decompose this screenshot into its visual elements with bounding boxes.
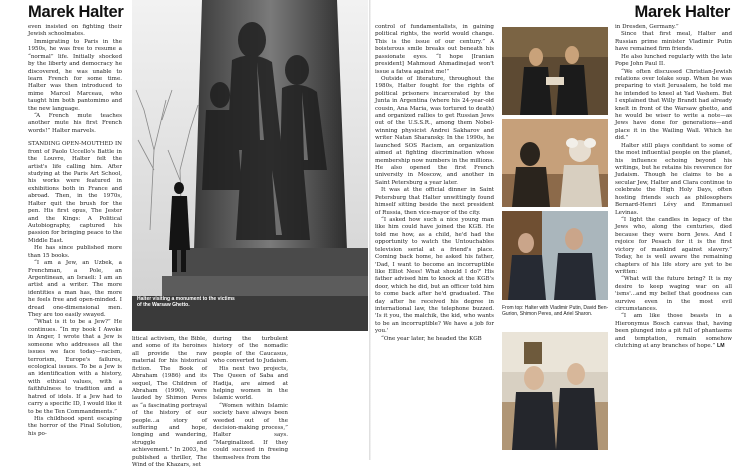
- putin-meeting-illustration: [502, 27, 608, 115]
- text-column-right-2: [615, 24, 732, 456]
- paragraph: Immigrating to Paris in the 1950s, he was free to resume a “normal” life. Initially shocked by the liberty and democracy he discovered, he was unable to learn French for some time. Halter was then introduced to mime Marcel Marceau, who taught him both pantomimo and the new language.: [28, 38, 122, 112]
- paragraph: “One year later, he headed the KGB: [381, 335, 482, 342]
- photo-ben-gurion: [502, 119, 608, 207]
- end-of-article-mark: LM: [717, 343, 725, 350]
- ariel-sharon-illustration: [502, 332, 608, 450]
- paragraph: “We often discussed Christian-Jewish relations over lolake soup. When he was preparing to visit Jerusalem, he told me he intended to kneel at Yad Vashem. But I explained that Willy Brandt had already knelt in front of the Warsaw ghetto, and he would be wiser to write a note—as Jews have done for generations—and place it in the Wailing Wall. Which he did.”: [615, 68, 732, 142]
- paragraph: His next two projects, The Queen of Saba and Hadija, are aimed at helping women in the Islamic world.: [213, 365, 288, 402]
- paragraph: during the turbulent history of the nomadic people of the Caucasus, who converted to Judaism.: [213, 336, 288, 365]
- paragraph: “I am a Jew, an Uzbek, a Frenchman, a Pole, an Argentinean, an Israeli: I am an artist and a writer. The more identities a man has, the more he feels free and open-minded. I dread one-dimensional men. They are too easily swayed.: [28, 260, 122, 319]
- paragraph: in Dresden, Germany.”: [615, 24, 679, 30]
- photo-ariel-sharon: [502, 332, 608, 450]
- paragraph: “What will the future bring? It is my desire to keep waging war on all 'isms'...and my belief that goodness can survive even in the most evil circumstances.: [615, 276, 732, 313]
- paragraph: Halter still plays confidant to some of the most influential people on the planet, his influence echoing beyond his writings, but he retains his reverence for Judaism. Though he claims to be a secular Jew, Halter and Clara continue to celebrate the High Holy Days, often hosting friends such as philosophers Bernard-Henri Lévy and Emmanuel Levinas.: [615, 142, 732, 216]
- running-head-right: Marek Halter: [634, 3, 730, 21]
- paragraph: His childhood spent escaping the horror of the Final Solution, his po-: [28, 415, 122, 437]
- paragraph: “I light the candles in legacy of the Jews who, along the centuries, died because they were born Jews. And I rejoice for Pesach for it is the first victory of mankind against slavery.” Today, he is well aware the remaining chapters of his life story are yet to be written:: [615, 216, 732, 275]
- paragraph: litical activism, the Bible, and some of its heroines all provide the raw material for his historical fiction. The Book of Abraham (1986) and its sequel, The Children of Abraham (1990), were lauded by Shimon Peres as “a fascinating portrayal of the history of our people...a story of suffering and hope, longing and wandering, struggle and achievement.” In 2003, he published a thriller, The Wind of the Khazars, set: [132, 336, 207, 469]
- paragraph: “What is it to be a Jew?” He continues. “In my book I Awoke in Anger, I wrote that a Jew is someone who addresses all the issues we face today—racism, terrorism, Europe's failures, ecological issues. To be a Jew is an identification with a history, with ethical values, with a faithfulness to tradition and a hatred of idols. If a Jew had to carry a specific ID, I would like it to be the Ten Commandments.”: [28, 319, 122, 415]
- ben-gurion-illustration: [502, 119, 608, 207]
- main-photo-caption: Halter visiting a monument to the victims of the Warsaw Ghetto.: [137, 296, 235, 309]
- paragraph: It was at the official dinner in Saint Petersburg that Halter unwittingly found himself sitting beside the next president of Russia, then vice-mayor of the city.: [375, 187, 494, 216]
- paragraph: Outside of literature, throughout the 1980s, Halter fought for the rights of political prisoners incarcerated by the Junta in Argentina (where his 24-year-old cousin, Ana Maria, was tortured to death) and organized rallies to get Russian Jews out of the U.S.S.R., among them Nobel-winning physicist Andrei Sakharov and writer Natan Sharansky. In the 1990s, he launched SOS Racism, an organization aimed at fighting discrimination whose membership now numbers in the millions. He also opened the first French university in Moscow, and another in Saint Petersburg a year later.: [375, 75, 494, 186]
- text-column-right-1: [375, 24, 494, 456]
- paragraph: “Women within Islamic society have always been weeded out of the decision-making process,” Halter says. “Marginalized. If they could succeed in freeing themselves from the: [213, 402, 288, 461]
- paragraph: He also lunched regularly with the late Pope John Paul II.: [615, 53, 732, 68]
- paragraph-text: “I am like those beasts in a Hieronymus Bosch canvas that, having been plunged into a pit full of phantasms and temptation, remain somehow clutching at any branches of hope.”: [615, 313, 732, 350]
- monument-illustration: [132, 0, 368, 331]
- text-column-left-1: [28, 24, 122, 456]
- paragraph: control of fundamentalists, in gaining political rights, the world would change. This is the issue of our century.” A boisterous smile breaks out beneath his passionate eyes. “I hope [Iranian president] Mahmoud Ahmadinejad won't issue a fatwa against me!”: [375, 24, 494, 75]
- photo-putin: [502, 27, 608, 115]
- paragraph: even insisted on fighting their Jewish schoolmates.: [28, 24, 122, 38]
- shimon-peres-illustration: [502, 211, 608, 300]
- paragraph: “A French mute teaches another mute his first French words!” Halter marvels.: [28, 113, 122, 134]
- paragraph: STANDING OPEN-MOUTHED IN front of Paolo Uccello's Battle in the Louvre, Halter felt the artist's life calling him. After studying at the Paris Art School, his works were featured in exhibitions both in France and abroad. Then, in the 1970s, Halter quit the brush for the pen. His first opus, The Jester and the Kings: A Political Autobiography, captured his passion for bringing peace to the Middle East.: [28, 141, 122, 244]
- photo-stack-caption: From top: Halter with Vladimir Putin, David Ben-Gurion, Shimon Peres, and Ariel Sharon.: [502, 305, 609, 318]
- paragraph: He has since published more than 15 books.: [28, 245, 122, 259]
- page-gutter: [369, 0, 371, 460]
- photo-shimon-peres: [502, 211, 608, 300]
- paragraph: “I asked how such a nice young man like him could have joined the KGB. He told me how, as a child, he'd had the opportunity to watch the Untouchables television serial at a friend's place. Coming back home, he asked his father, 'Dad, I want to become an incorruptible like Elliot Ness! What should I do?' His father advised him to knock at the KGB's door, which he did, but an officer told him to come back after he'd graduated. The day after he received his degree in international law, the telephone buzzed. 'Is it you, the malchik, the kid, who wants to be an incorruptible? We have a job for you.': [375, 216, 494, 335]
- monument-photo: [132, 0, 368, 331]
- paragraph: Since that first meal, Halter and Russian prime minister Vladimir Putin have remained firm friends.: [615, 31, 732, 53]
- paragraph: [615, 313, 732, 350]
- running-head-left: Marek Halter: [28, 3, 124, 21]
- text-column-left-3: [213, 336, 288, 461]
- text-column-left-2: [132, 336, 207, 469]
